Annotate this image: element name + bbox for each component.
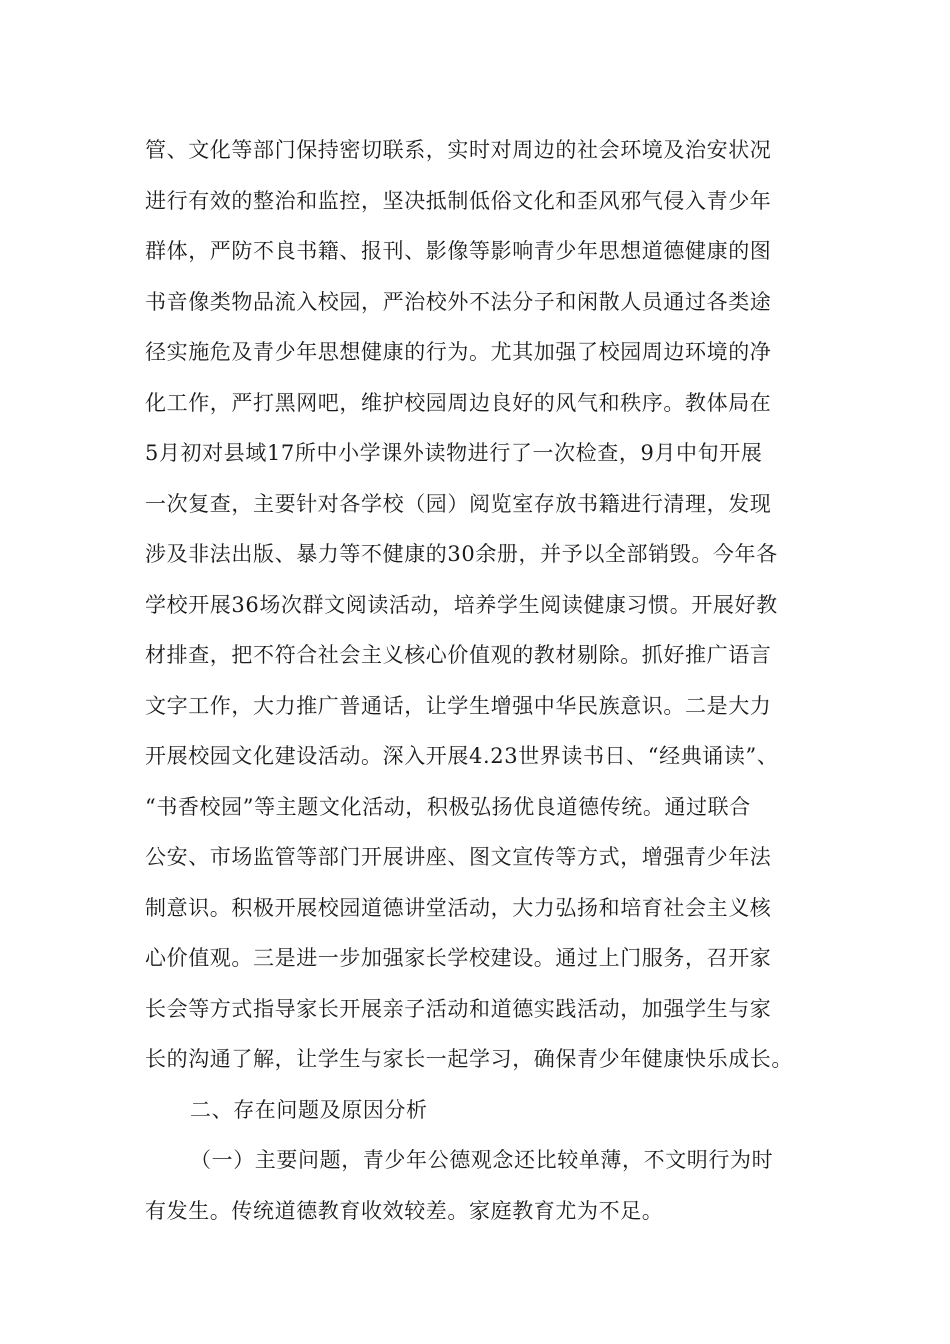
body-text-line: 5月初对县域17所中小学课外读物进行了一次检查，9月中旬开展 — [145, 441, 763, 465]
body-text-line: 长的沟通了解，让学生与家长一起学习，确保青少年健康快乐成长。 — [145, 1047, 793, 1071]
body-text-line: 群体，严防不良书籍、报刊、影像等影响青少年思想道德健康的图 — [145, 239, 772, 263]
body-text-line: 管、文化等部门保持密切联系，实时对周边的社会环境及治安状况 — [145, 138, 772, 162]
body-text-line: 心价值观。三是进一步加强家长学校建设。通过上门服务，召开家 — [145, 946, 772, 970]
body-text-line: 涉及非法出版、暴力等不健康的30余册，并予以全部销毁。今年各 — [145, 542, 778, 566]
body-text-line: 长会等方式指导家长开展亲子活动和道德实践活动，加强学生与家 — [145, 997, 772, 1021]
body-text-line: 开展校园文化建设活动。深入开展4.23世界读书日、“经典诵读”、 — [145, 744, 779, 768]
body-text-line: 一次复查，主要针对各学校（园）阅览室存放书籍进行清理，发现 — [145, 492, 772, 516]
body-text-line: 学校开展36场次群文阅读活动，培养学生阅读健康习惯。开展好教 — [145, 593, 778, 617]
body-text-line: 文字工作，大力推广普通话，让学生增强中华民族意识。二是大力 — [145, 694, 772, 718]
section-heading: 二、存在问题及原因分析 — [190, 1098, 428, 1122]
body-text-line: 化工作，严打黑网吧，维护校园周边良好的风气和秩序。教体局在 — [145, 391, 772, 415]
body-text-line: 书音像类物品流入校园，严治校外不法分子和闲散人员通过各类途 — [145, 290, 772, 314]
body-text-line: 进行有效的整治和监控，坚决抵制低俗文化和歪风邪气侵入青少年 — [145, 189, 772, 213]
body-text-line: 材排查，把不符合社会主义核心价值观的教材剔除。抓好推广语言 — [145, 643, 772, 667]
subsection-text-line: 有发生。传统道德教育收效较差。家庭教育尤为不足。 — [145, 1199, 664, 1223]
body-text-line: 制意识。积极开展校园道德讲堂活动，大力弘扬和培育社会主义核 — [145, 896, 772, 920]
body-text-line: “书香校园”等主题文化活动，积极弘扬优良道德传统。通过联合 — [145, 795, 751, 819]
body-text-line: 公安、市场监管等部门开展讲座、图文宣传等方式，增强青少年法 — [145, 845, 772, 869]
body-text-line: 径实施危及青少年思想健康的行为。尤其加强了校园周边环境的净 — [145, 340, 772, 364]
subsection-text-line: （一）主要问题，青少年公德观念还比较单薄，不文明行为时 — [190, 1148, 774, 1172]
